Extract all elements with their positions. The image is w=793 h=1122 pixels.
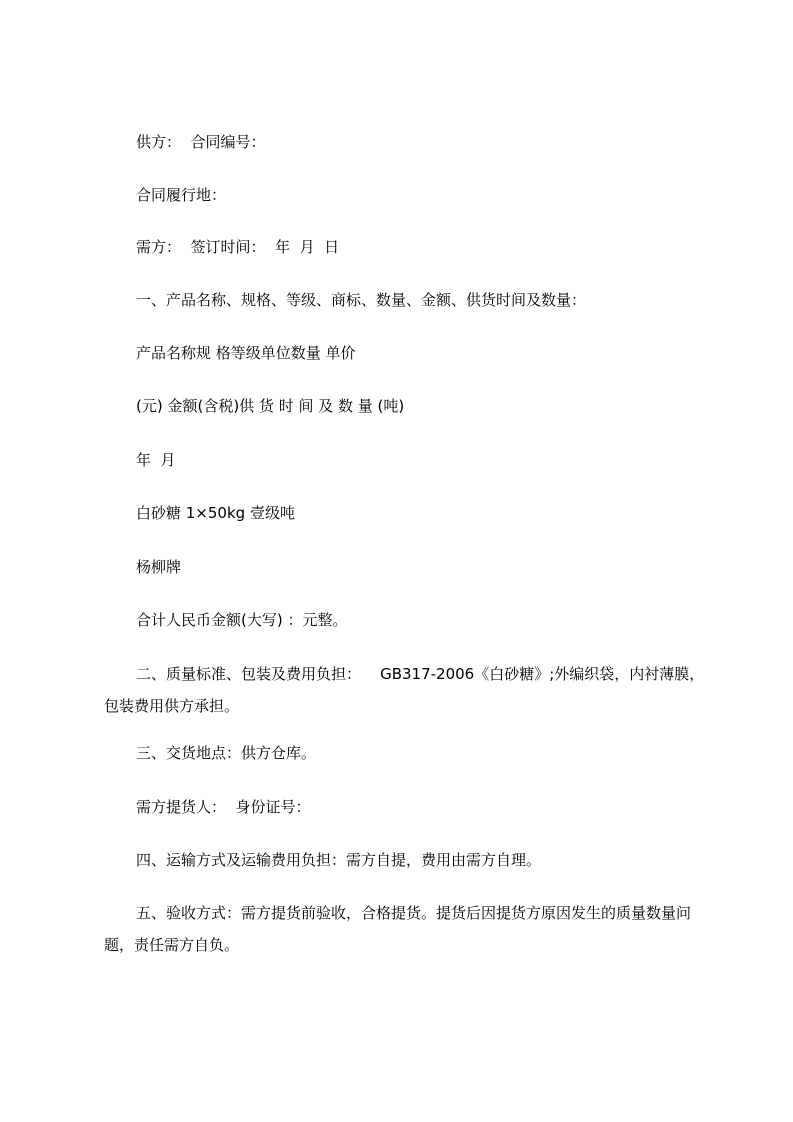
- section-4-line: 四、运输方式及运输费用负担：需方自提，费用由需方自理。: [136, 851, 542, 869]
- section-5-text: 五、验收方式：需方提货前验收，合格提货。提货后因提货方原因发生的质量数量问题，责任需方自负。: [104, 904, 692, 954]
- pickup-person-line: 需方提货人： 身份证号：: [136, 798, 311, 816]
- section-2-paragraph: [104, 658, 712, 722]
- product-table-header-1: 产品名称规 格等级单位数量 单价: [136, 344, 356, 362]
- section-2-text: 二、质量标准、包装及费用负担： GB317-2006《白砂糖》;外编织袋，内衬薄膜，包装费用供方承担。: [104, 665, 705, 715]
- product-table-header-2: (元) 金额(含税)供 货 时 间 及 数 量 (吨): [136, 397, 405, 415]
- supplier-contract-number-line: 供方： 合同编号：: [136, 133, 266, 151]
- buyer-signing-date-line: 需方： 签订时间： 年 月 日: [136, 238, 340, 256]
- product-row-sugar: 白砂糖 1×50kg 壹级吨: [136, 504, 295, 522]
- section-3-line: 三、交货地点：供方仓库。: [136, 744, 317, 762]
- contract-place-line: 合同履行地：: [136, 186, 227, 204]
- total-amount-line: 合计人民币金额(大写) ：元整。: [136, 611, 348, 629]
- section-5-paragraph: [104, 897, 712, 961]
- product-brand-line: 杨柳牌: [136, 558, 182, 576]
- product-table-header-3: 年 月: [136, 451, 176, 469]
- section-1-heading: 一、产品名称、规格、等级、商标、数量、金额、供货时间及数量：: [136, 291, 587, 309]
